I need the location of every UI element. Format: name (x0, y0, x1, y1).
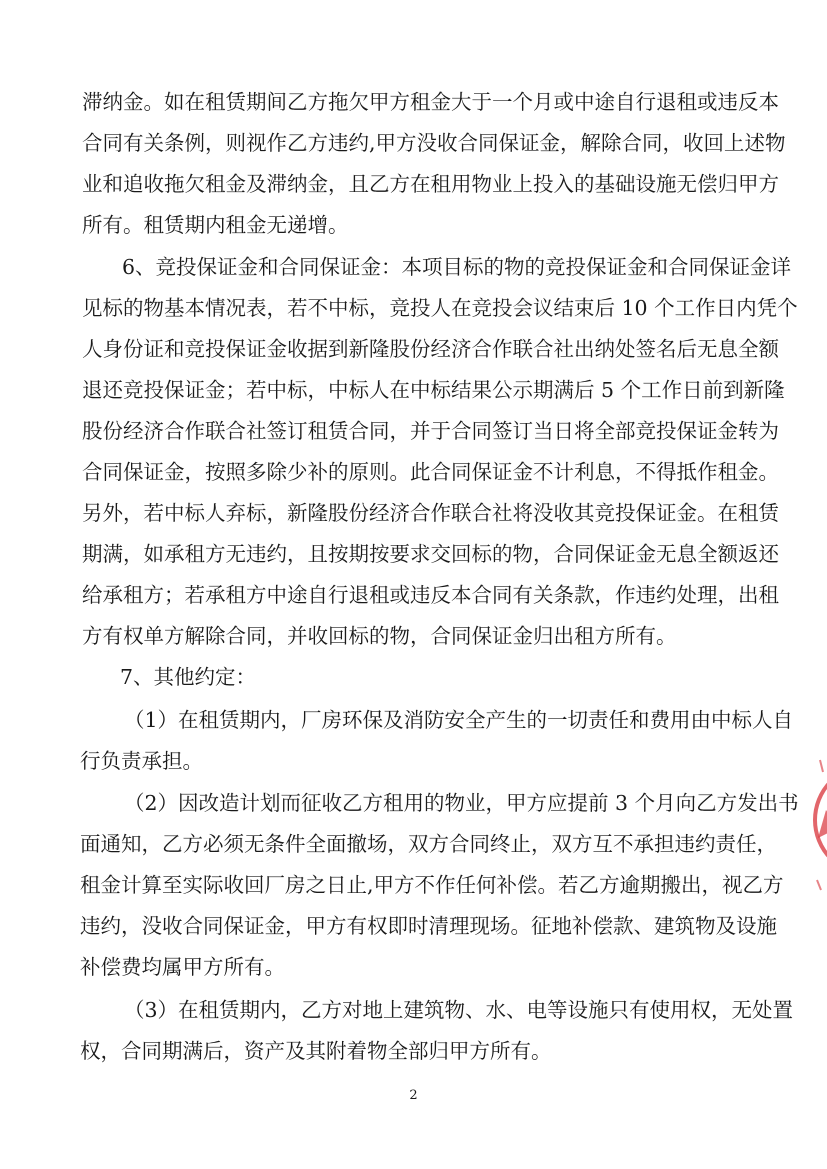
text-line: 面通知，乙方必须无条件全面撤场，双方合同终止，双方互不承担违约责任， (80, 832, 777, 856)
text-line: 退还竞投保证金；若中标，中标人在中标结果公示期满后 5 个工作日前到新隆 (82, 378, 785, 402)
seal-stamp-icon (808, 730, 827, 910)
text-line: 方有权单方解除合同，并收回标的物，合同保证金归出租方所有。 (82, 624, 677, 648)
text-line: 违约，没收合同保证金，甲方有权即时清理现场。征地补偿款、建筑物及设施 (80, 914, 777, 938)
text-line: 6、竞投保证金和合同保证金：本项目标的物的竞投保证金和合同保证金详 (122, 255, 792, 279)
text-line: 业和追收拖欠租金及滞纳金，且乙方在租用物业上投入的基础设施无偿归甲方 (82, 172, 779, 196)
text-line: 滞纳金。如在租赁期间乙方拖欠甲方租金大于一个月或中途自行退租或违反本 (82, 90, 779, 114)
text-line: 合同保证金，按照多除少补的原则。此合同保证金不计利息，不得抵作租金。 (82, 460, 779, 484)
text-line: 所有。租赁期内租金无递增。 (82, 213, 349, 237)
text-line: 见标的物基本情况表，若不中标，竞投人在竞投会议结束后 10 个工作日内凭个 (82, 296, 798, 320)
text-line: （2）因改造计划而征收乙方租用的物业，甲方应提前 3 个月向乙方发出书 (124, 791, 799, 815)
section-heading: 7、其他约定： (120, 665, 257, 689)
text-line: 权，合同期满后，资产及其附着物全部归甲方所有。 (80, 1039, 552, 1063)
text-line: 人身份证和竞投保证金收据到新隆股份经济合作联合社出纳处签名后无息全额 (82, 337, 779, 361)
text-line: 租金计算至实际收回厂房之日止,甲方不作任何补偿。若乙方逾期搬出，视乙方 (80, 873, 784, 897)
text-line: （1）在租赁期内，厂房环保及消防安全产生的一切责任和费用由中标人自 (124, 708, 794, 732)
text-line: 另外，若中标人弃标，新隆股份经济合作联合社将没收其竞投保证金。在租赁 (82, 501, 779, 525)
page-number: 2 (409, 1088, 418, 1103)
text-line: （3）在租赁期内，乙方对地上建筑物、水、电等设施只有使用权，无处置 (124, 998, 794, 1022)
text-line: 补偿费均属甲方所有。 (80, 955, 285, 979)
text-line: 股份经济合作联合社签订租赁合同，并于合同签订当日将全部竞投保证金转为 (82, 419, 779, 443)
text-line: 行负责承担。 (80, 749, 203, 773)
text-line: 期满，如承租方无违约，且按期按要求交回标的物，合同保证金无息全额返还 (82, 542, 779, 566)
text-line: 给承租方；若承租方中途自行退租或违反本合同有关条款，作违约处理，出租 (82, 583, 779, 607)
text-line: 合同有关条例，则视作乙方违约,甲方没收合同保证金，解除合同，收回上述物 (82, 131, 786, 155)
